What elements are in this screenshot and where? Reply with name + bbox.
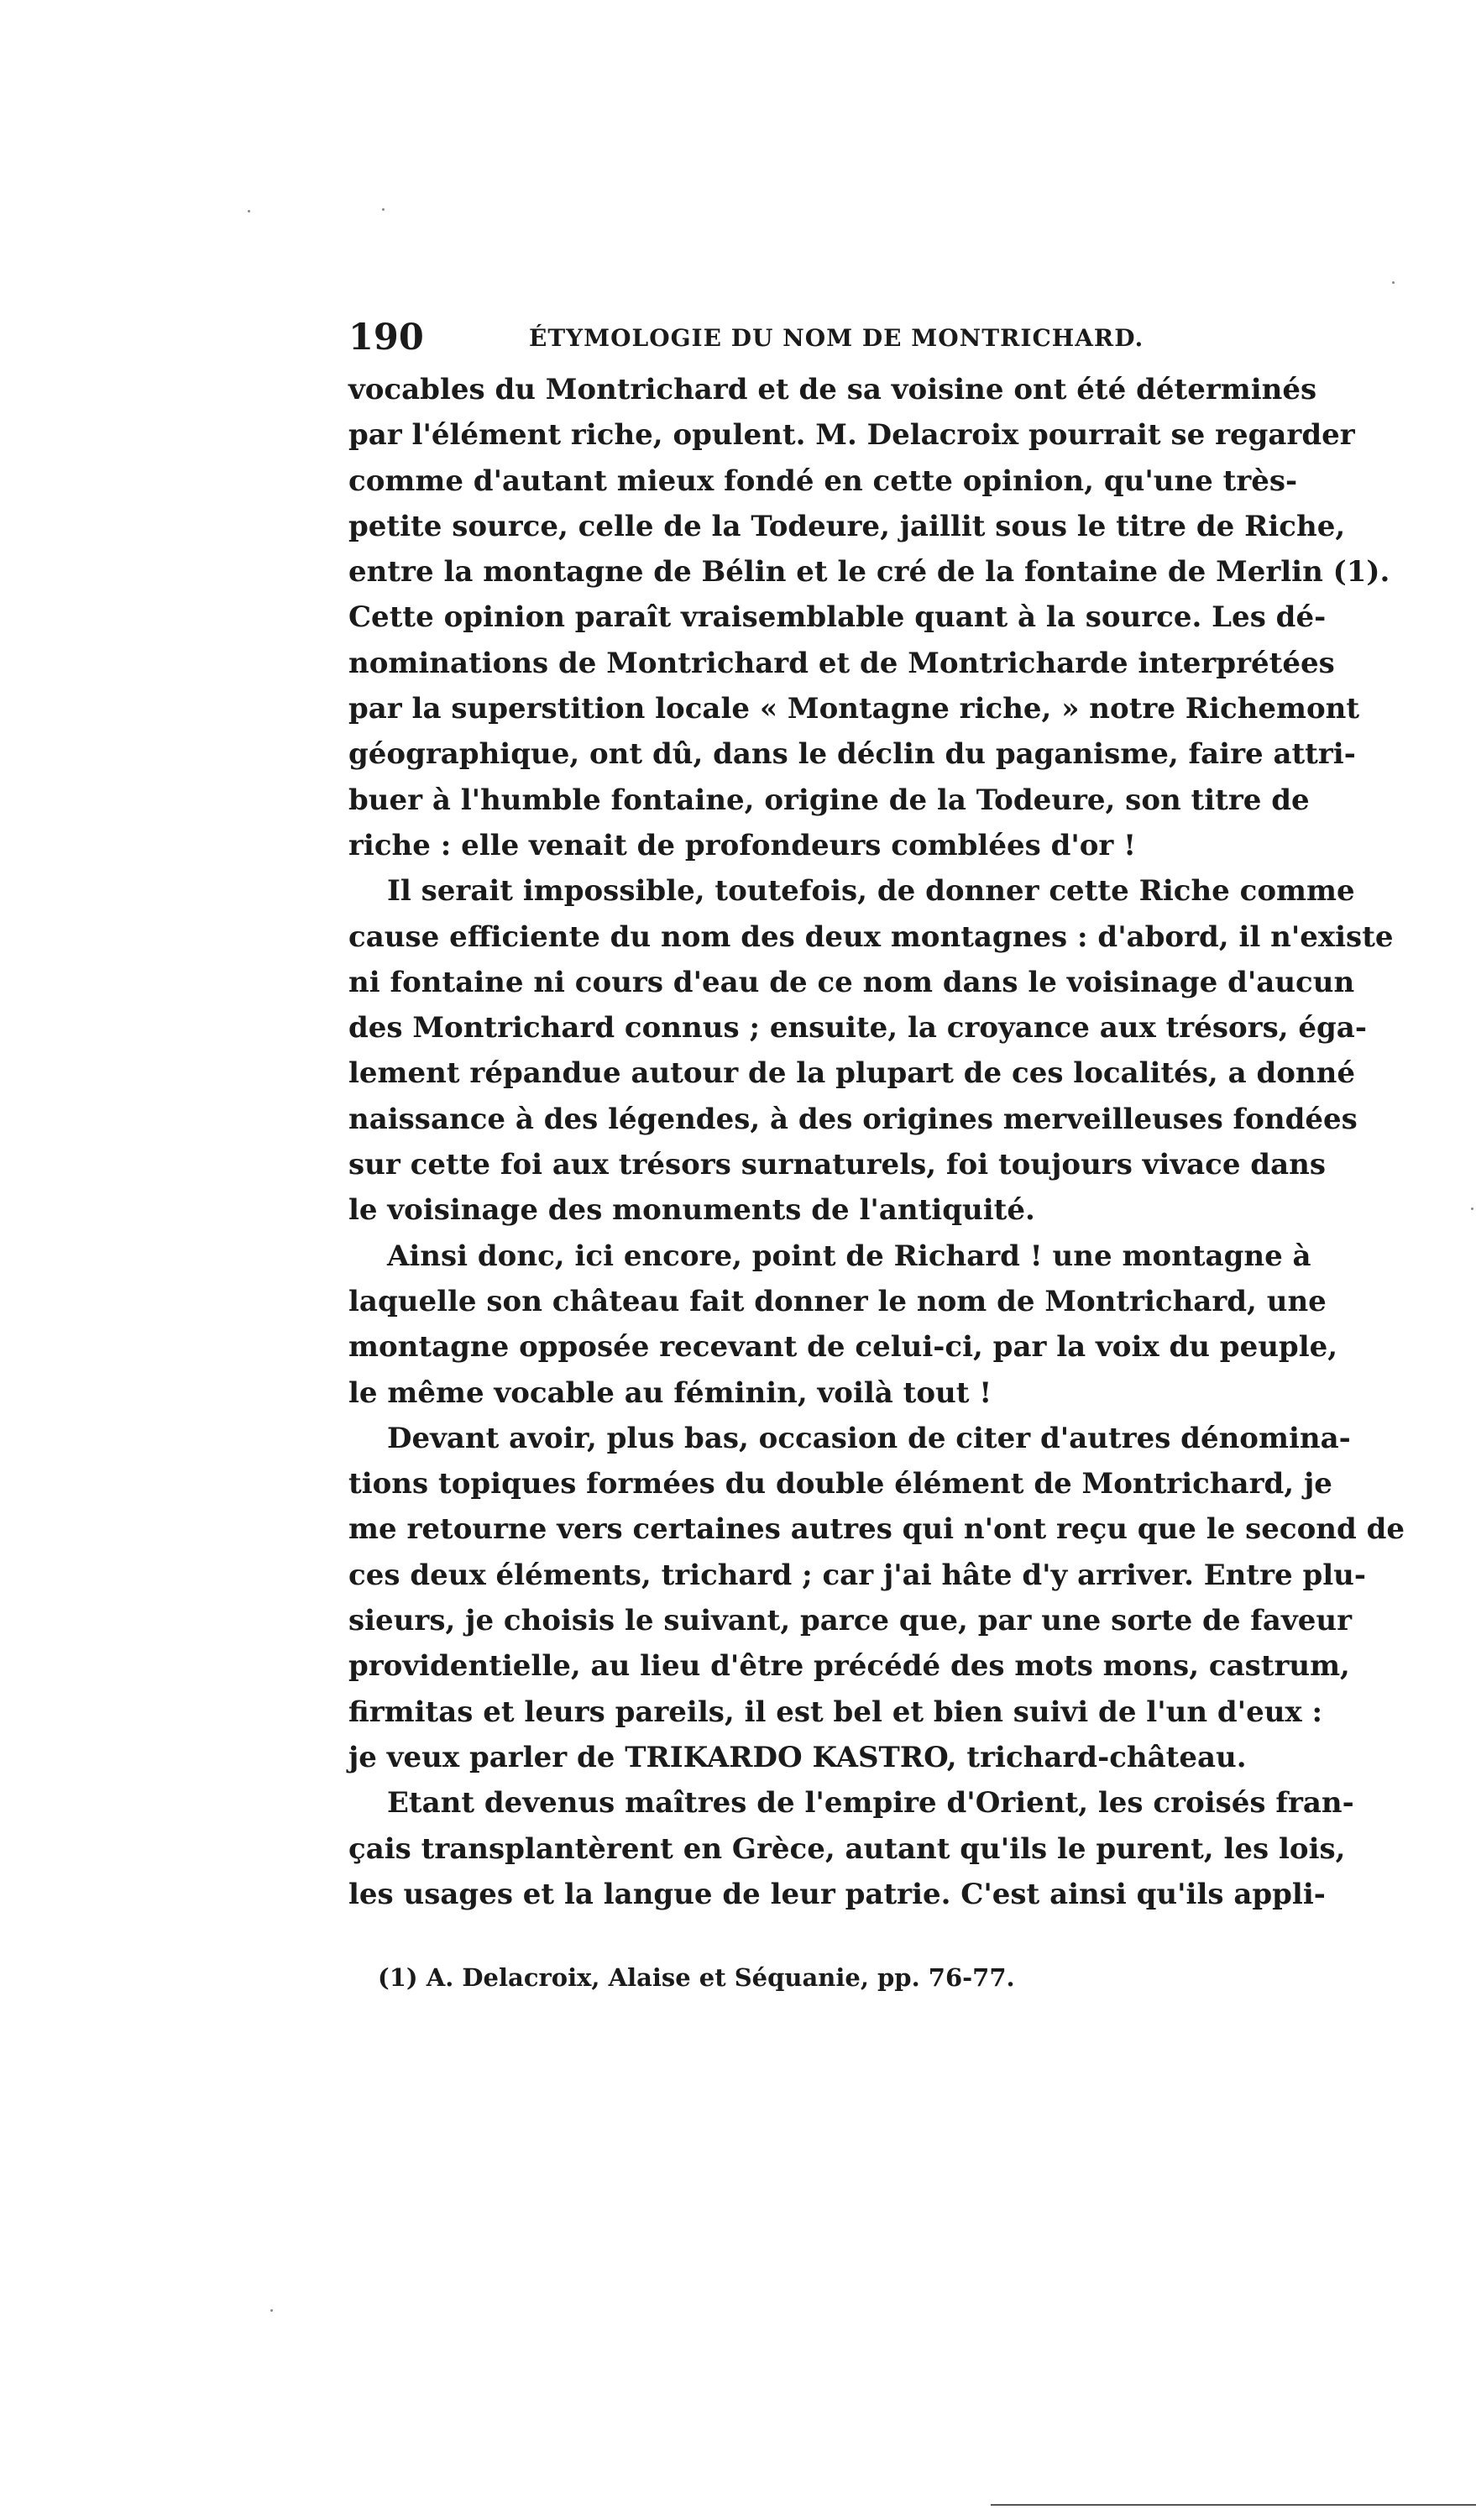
text-line: Il serait impossible, toutefois, de donner cette Riche comme <box>387 874 1355 909</box>
text-line: providentielle, au lieu d'être précédé des mots mons, castrum, <box>348 1649 1350 1684</box>
scan-speck <box>270 2309 273 2312</box>
text-line: laquelle son château fait donner le nom de Montrichard, une <box>348 1284 1327 1318</box>
running-head: ÉTYMOLOGIE DU NOM DE MONTRICHARD. <box>529 324 1144 352</box>
text-line: Etant devenus maîtres de l'empire d'Orient, les croisés fran- <box>387 1786 1354 1821</box>
text-line: Cette opinion paraît vraisemblable quant à la source. Les dé- <box>348 600 1327 635</box>
text-line: je veux parler de TRIKARDO KASTRO, trichard-château. <box>348 1740 1247 1774</box>
scan-speck <box>1392 281 1395 284</box>
text-line: le même vocable au féminin, voilà tout ! <box>348 1375 992 1410</box>
text-line: les usages et la langue de leur patrie. C'est ainsi qu'ils appli- <box>348 1877 1326 1911</box>
scan-speck <box>382 208 385 211</box>
text-line: par la superstition locale « Montagne riche, » notre Richemont <box>348 692 1360 726</box>
text-line: petite source, celle de la Todeure, jaillit sous le titre de Riche, <box>348 509 1346 543</box>
text-line: comme d'autant mieux fondé en cette opinion, qu'une très- <box>348 464 1298 498</box>
page-number: 190 <box>348 317 424 359</box>
text-line: le voisinage des monuments de l'antiquité. <box>348 1193 1035 1228</box>
scan-speck <box>248 210 250 212</box>
text-line: Devant avoir, plus bas, occasion de citer d'autres dénomina- <box>387 1421 1351 1455</box>
text-line: firmitas et leurs pareils, il est bel et bien suivi de l'un d'eux : <box>348 1695 1323 1729</box>
text-line: vocables du Montrichard et de sa voisine ont été déterminés <box>348 373 1317 406</box>
text-line: Ainsi donc, ici encore, point de Richard ! une montagne à <box>387 1239 1311 1273</box>
text-line: ces deux éléments, trichard ; car j'ai hâte d'y arriver. Entre plu- <box>348 1558 1367 1592</box>
text-line: cause efficiente du nom des deux montagnes : d'abord, il n'existe <box>348 919 1394 954</box>
text-line: lement répandue autour de la plupart de ces localités, a donné <box>348 1056 1355 1091</box>
footnote: (1) A. Delacroix, Alaise et Séquanie, pp. 76-77. <box>378 1963 1015 1992</box>
text-line: des Montrichard connus ; ensuite, la croyance aux trésors, éga- <box>348 1011 1367 1045</box>
text-line: riche : elle venait de profondeurs comblées d'or ! <box>348 828 1137 862</box>
text-line: ni fontaine ni cours d'eau de ce nom dans le voisinage d'aucun <box>348 965 1355 999</box>
text-line: montagne opposée recevant de celui-ci, par la voix du peuple, <box>348 1330 1338 1365</box>
text-line: tions topiques formées du double élément de Montrichard, je <box>348 1467 1332 1501</box>
text-line: par l'élément riche, opulent. M. Delacroix pourrait se regarder <box>348 418 1355 453</box>
text-line: çais transplantèrent en Grèce, autant qu'ils le purent, les lois, <box>348 1831 1346 1866</box>
page-header <box>348 312 1238 363</box>
text-line: me retourne vers certaines autres qui n'ont reçu que le second de <box>348 1512 1405 1547</box>
body-text <box>348 367 1405 1917</box>
text-line: géographique, ont dû, dans le déclin du paganisme, faire attri- <box>348 737 1356 772</box>
scan-speck <box>1471 1208 1473 1210</box>
text-line: entre la montagne de Bélin et le cré de la fontaine de Merlin (1). <box>348 555 1390 589</box>
text-line: sur cette foi aux trésors surnaturels, foi toujours vivace dans <box>348 1148 1326 1182</box>
text-line: buer à l'humble fontaine, origine de la Todeure, son titre de <box>348 783 1310 817</box>
text-line: sieurs, je choisis le suivant, parce que, par une sorte de faveur <box>348 1604 1352 1638</box>
text-line: nominations de Montrichard et de Montricharde interprétées <box>348 646 1335 680</box>
text-line: naissance à des légendes, à des origines merveilleuses fondées <box>348 1102 1358 1136</box>
bottom-rule <box>991 2504 1476 2506</box>
